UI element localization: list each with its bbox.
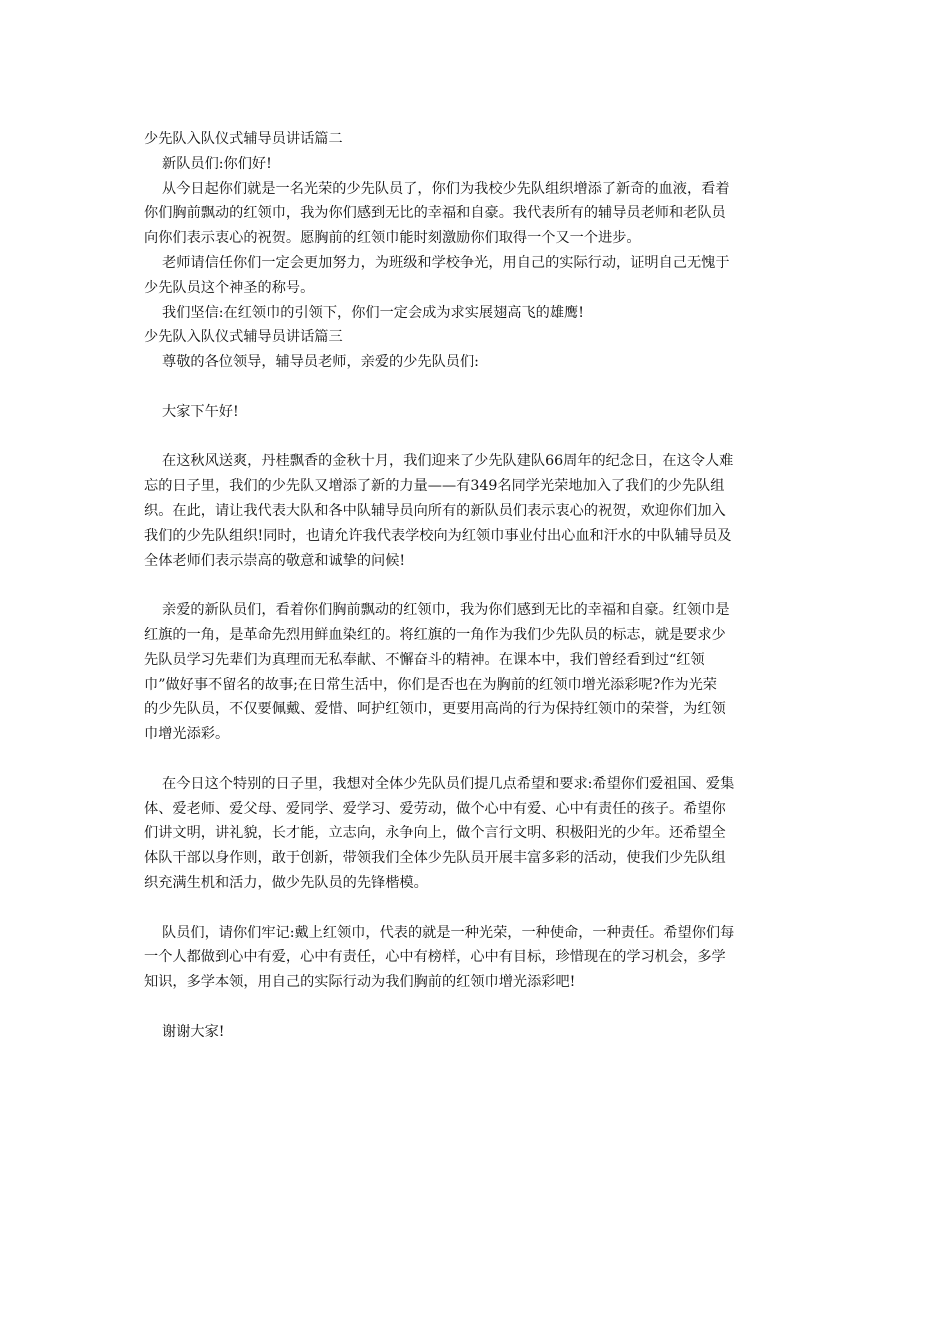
text-line: 织充满生机和活力，做少先队员的先锋楷模。 (144, 874, 428, 891)
text-line: 我们的少先队组织!同时，也请允许我代表学校向为红领巾事业付出心血和汗水的中队辅导员及 (144, 527, 732, 544)
text-line: 体队干部以身作则，敢于创新，带领我们全体少先队员开展丰富多彩的活动，使我们少先队组 (144, 850, 726, 867)
text-line: 们讲文明，讲礼貌，长才能，立志向，永争向上，做个言行文明、积极阳光的少年。还希望全 (144, 825, 726, 842)
text-line: 忘的日子里，我们的少先队又增添了新的力量——有349名同学光荣地加入了我们的少先队组 (144, 478, 725, 495)
text-line: 队员们，请你们牢记:戴上红领巾，代表的就是一种光荣，一种使命，一种责任。希望你们每 (162, 924, 735, 941)
blank-line (144, 573, 814, 598)
section3-hello: 大家下午好! (162, 403, 239, 420)
text-line: 一个人都做到心中有爱，心中有责任，心中有榜样，心中有目标，珍惜现在的学习机会，多学 (144, 949, 726, 966)
section3-paragraph-1 (144, 449, 814, 573)
blank-line (144, 375, 814, 400)
text-line: 老师请信任你们一定会更加努力，为班级和学校争光，用自己的实际行动，证明自己无愧于 (162, 254, 730, 271)
text-line: 全体老师们表示崇高的敬意和诚挚的问候! (144, 552, 406, 569)
section2-greeting: 新队员们:你们好! (162, 155, 272, 172)
text-line: 织。在此，请让我代表大队和各中队辅导员向所有的新队员们表示衷心的祝贺，欢迎你们加入 (144, 502, 726, 519)
text-line: 先队员学习先辈们为真理而无私奉献、不懈奋斗的精神。在课本中，我们曾经看到过“红领 (144, 651, 705, 668)
text-line: 从今日起你们就是一名光荣的少先队员了，你们为我校少先队组织增添了新奇的血液，看着 (162, 180, 730, 197)
text-line: 少先队员这个神圣的称号。 (144, 279, 315, 296)
blank-line (144, 995, 814, 1020)
text-line: 的少先队员，不仅要佩戴、爱惜、呵护红领巾，更要用高尚的行为保持红领巾的荣誉，为红领 (144, 701, 726, 718)
text-line: 向你们表示衷心的祝贺。愿胸前的红领巾能时刻激励你们取得一个又一个进步。 (144, 230, 641, 247)
section3-paragraph-3 (144, 772, 814, 896)
section3-closing: 谢谢大家! (162, 1023, 225, 1040)
text-line: 知识，多学本领，用自己的实际行动为我们胸前的红领巾增光添彩吧! (144, 974, 576, 991)
blank-line (144, 747, 814, 772)
text-line: 在今日这个特别的日子里，我想对全体少先队员们提几点希望和要求:希望你们爱祖国、爱集 (162, 775, 735, 792)
text-line: 红旗的一角，是革命先烈用鲜血染红的。将红旗的一角作为我们少先队员的标志，就是要求少 (144, 626, 726, 643)
blank-line (144, 896, 814, 921)
text-line: 体、爱老师、爱父母、爱同学、爱学习、爱劳动，做个心中有爱、心中有责任的孩子。希望你 (144, 800, 726, 817)
text-line: 巾增光添彩。 (144, 726, 230, 743)
section3-title: 少先队入队仪式辅导员讲话篇三 (144, 329, 343, 346)
section2-title: 少先队入队仪式辅导员讲话篇二 (144, 131, 343, 147)
text-line: 巾”做好事不留名的故事;在日常生活中，你们是否也在为胸前的红领巾增光添彩呢?作为光荣 (144, 676, 717, 693)
section2-paragraph-2 (144, 251, 814, 301)
section3-paragraph-4 (144, 921, 814, 995)
section2-paragraph-3: 我们坚信:在红领巾的引领下，你们一定会成为求实展翅高飞的雄鹰! (162, 304, 584, 321)
section3-salutation: 尊敬的各位领导，辅导员老师，亲爱的少先队员们: (162, 354, 479, 371)
blank-line (144, 425, 814, 450)
text-line: 你们胸前飘动的红领巾，我为你们感到无比的幸福和自豪。我代表所有的辅导员老师和老队员 (144, 205, 726, 222)
text-line: 亲爱的新队员们，看着你们胸前飘动的红领巾，我为你们感到无比的幸福和自豪。红领巾是 (162, 602, 730, 619)
section3-paragraph-2 (144, 598, 814, 747)
section2-paragraph-1 (144, 177, 814, 251)
document-page (144, 127, 814, 1044)
text-line: 在这秋风送爽，丹桂飘香的金秋十月，我们迎来了少先队建队66周年的纪念日，在这令人难 (162, 453, 734, 470)
